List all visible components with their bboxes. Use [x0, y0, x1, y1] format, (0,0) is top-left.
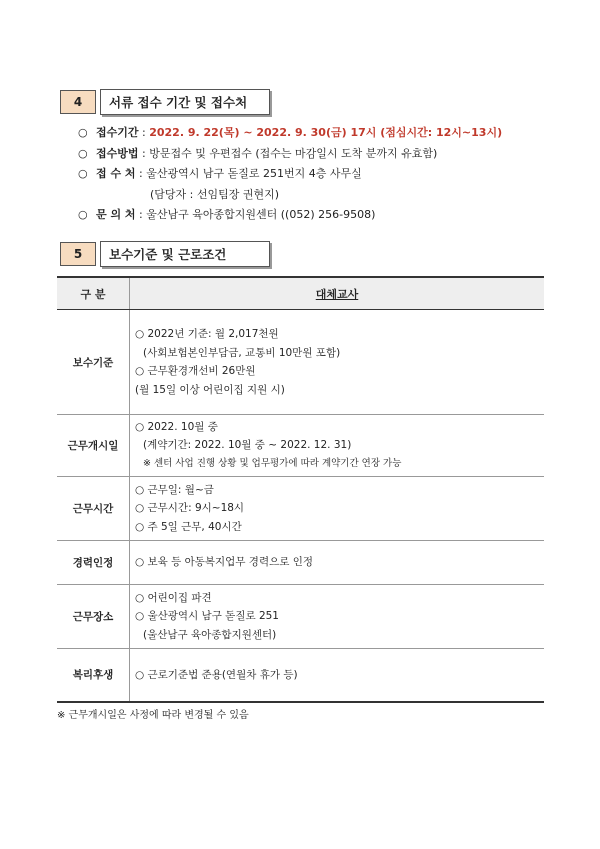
item-separator: :	[138, 146, 150, 160]
row-line: ○ 울산광역시 남구 돋질로 251	[135, 610, 279, 623]
section-5-number: 5	[60, 242, 96, 266]
item-separator: :	[138, 126, 150, 139]
bullet-circle: ○	[78, 208, 88, 221]
row-category: 근무장소	[57, 585, 130, 649]
item-label: 문 의 처	[96, 208, 136, 221]
bullet-circle: ○	[78, 126, 88, 139]
list-item-receipt-period	[78, 123, 502, 144]
row-line: ○ 2022. 10월 중	[135, 420, 218, 433]
bullet-circle: ○	[78, 146, 88, 160]
list-item-receipt-place	[78, 164, 502, 185]
section-4-title: 서류 접수 기간 및 접수처	[100, 89, 270, 115]
row-content	[130, 541, 545, 585]
table-row	[57, 585, 544, 649]
item-value: 울산남구 육아종합지원센터 ((052) 256-9508)	[146, 208, 376, 221]
row-line: ※ 센터 사업 진행 상황 및 업무평가에 따라 계약기간 연장 가능	[143, 457, 402, 469]
table-header-substitute-teacher: 대체교사	[130, 277, 545, 310]
section-4-number: 4	[60, 90, 96, 114]
table-row	[57, 649, 544, 702]
footnote: ※ 근무개시일은 사정에 따라 변경될 수 있음	[57, 710, 249, 721]
row-line: (울산남구 육아종합지원센터)	[143, 628, 277, 641]
item-value: 2022. 9. 22(목) ~ 2022. 9. 30(금) 17시 (점심시간: 12시~13시)	[149, 126, 503, 139]
row-content	[130, 649, 545, 702]
row-content	[130, 477, 545, 541]
row-content	[130, 415, 545, 477]
item-label: 접 수 처	[96, 167, 136, 180]
row-line: ○ 근무환경개선비 26만원	[135, 365, 256, 377]
section-5-title: 보수기준 및 근로조건	[100, 241, 270, 267]
row-category: 경력인정	[57, 541, 130, 585]
item-value: 방문접수 및 우편접수 (접수는 마감일시 도착 분까지 유효함)	[149, 146, 438, 160]
item-value: 울산광역시 남구 돋질로 251번지 4층 사무실	[146, 167, 362, 180]
item-label: 접수방법	[96, 146, 139, 160]
row-line: ○ 주 5일 근무, 40시간	[135, 520, 242, 533]
row-category: 보수기준	[57, 310, 130, 415]
row-line: ○ 어린이집 파견	[135, 591, 212, 604]
row-content	[130, 310, 545, 415]
section-4-header	[60, 89, 270, 115]
table-row	[57, 310, 544, 415]
list-item-receipt-method	[78, 144, 502, 165]
row-category: 복리후생	[57, 649, 130, 702]
table-header-category: 구 분	[57, 277, 130, 310]
item-separator: :	[135, 167, 147, 180]
contact-person: (담당자 : 선임팀장 권현지)	[150, 187, 280, 201]
row-line: ○ 2022년 기준: 월 2,017천원	[135, 328, 279, 340]
bullet-circle: ○	[78, 167, 88, 180]
row-line: ○ 근무일: 월~금	[135, 483, 214, 496]
item-label: 접수기간	[96, 126, 139, 139]
row-line: (계약기간: 2022. 10월 중 ~ 2022. 12. 31)	[143, 439, 352, 452]
row-line: (사회보험본인부담금, 교통비 10만원 포함)	[143, 346, 341, 359]
row-content	[130, 585, 545, 649]
row-line: ○ 근무시간: 9시~18시	[135, 502, 245, 515]
list-item-inquiry	[78, 205, 502, 226]
section-4-items	[78, 123, 502, 226]
table-header-row	[57, 277, 544, 310]
table-row	[57, 477, 544, 541]
row-line: ○ 보육 등 아동복지업무 경력으로 인정	[135, 556, 313, 569]
item-separator: :	[135, 208, 147, 221]
section-5-header	[60, 241, 270, 267]
table-row	[57, 541, 544, 585]
table-row	[57, 415, 544, 477]
row-category: 근무시간	[57, 477, 130, 541]
row-line: ○ 근로기준법 준용(연월차 휴가 등)	[135, 668, 298, 681]
row-category: 근무개시일	[57, 415, 130, 477]
pay-conditions-table	[57, 276, 544, 703]
row-line: (월 15일 이상 어린이집 지원 시)	[135, 383, 285, 396]
